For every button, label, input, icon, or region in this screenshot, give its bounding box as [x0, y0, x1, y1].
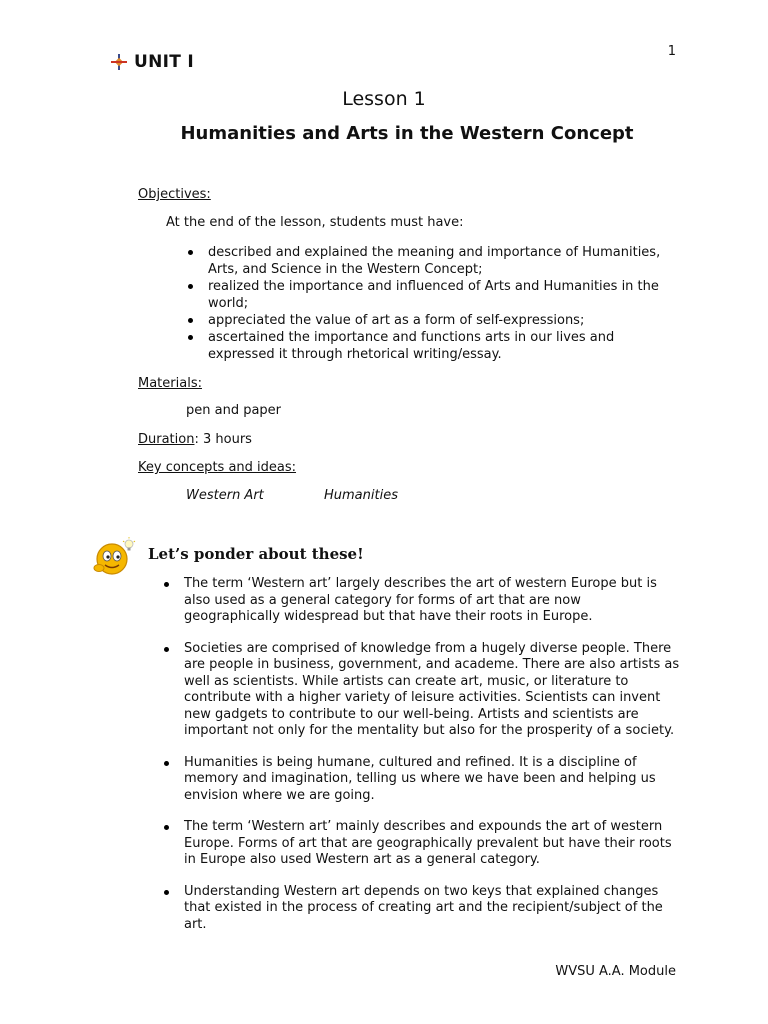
list-item: ascertained the importance and functions arts in our lives and expressed it through rhetorical writing/essay.: [184, 329, 684, 363]
objectives-list: [184, 244, 684, 363]
ponder-heading: Let’s ponder about these!: [148, 545, 364, 563]
list-item: Societies are comprised of knowledge from a hugely diverse people. There are people in business, government, and academe. There are also artists as well as scientists. While artists can create art, music, or literature to contribute with a higher variety of leisure activities. Scientists can invent new gadgets to contribute to our well-being. Artists and scientists are important not only for the mentality but also for the prosperity of a society.: [160, 641, 680, 740]
page-number: 1: [667, 44, 676, 59]
cross-bullet-icon: [110, 53, 128, 71]
materials-value: pen and paper: [186, 403, 282, 418]
lesson-label: Lesson 1: [342, 88, 426, 110]
key-concept-item: Humanities: [324, 488, 398, 503]
key-concepts-label: Key concepts and ideas:: [138, 460, 297, 475]
list-item: Humanities is being humane, cultured and refined. It is a discipline of memory and imagination, telling us where we have been and helping us envision where we are going.: [160, 755, 680, 805]
duration-value: : 3 hours: [194, 432, 252, 447]
footer-module-name: WVSU A.A. Module: [555, 964, 676, 979]
list-item: The term ‘Western art’ mainly describes and expounds the art of western Europe. Forms of art that are geographically prevalent but have their roots in Europe also used Western art as a general category.: [160, 819, 680, 869]
page-title: Humanities and Arts in the Western Concept: [180, 123, 634, 144]
ponder-list: [160, 576, 680, 948]
list-item: described and explained the meaning and importance of Humanities, Arts, and Science in the Western Concept;: [184, 244, 684, 278]
list-item: appreciated the value of art as a form of self-expressions;: [184, 312, 684, 329]
objectives-label: Objectives:: [138, 187, 211, 202]
list-item: The term ‘Western art’ largely describes the art of western Europe but is also used as a general category for forms of art that are now geographically widespread but that have their roots in Europe.: [160, 576, 680, 626]
objectives-intro: At the end of the lesson, students must have:: [166, 215, 464, 230]
list-item: realized the importance and influenced of Arts and Humanities in the world;: [184, 278, 684, 312]
materials-label: Materials:: [138, 376, 202, 391]
duration: [138, 431, 252, 448]
key-concept-item: Western Art: [186, 488, 264, 503]
duration-label: Duration: [138, 432, 195, 447]
thinking-emoticon-icon: [92, 536, 138, 578]
unit-heading: [110, 52, 194, 72]
list-item: Understanding Western art depends on two keys that explained changes that existed in the process of creating art and the recipient/subject of the art.: [160, 884, 680, 934]
unit-title: UNIT I: [134, 52, 194, 72]
